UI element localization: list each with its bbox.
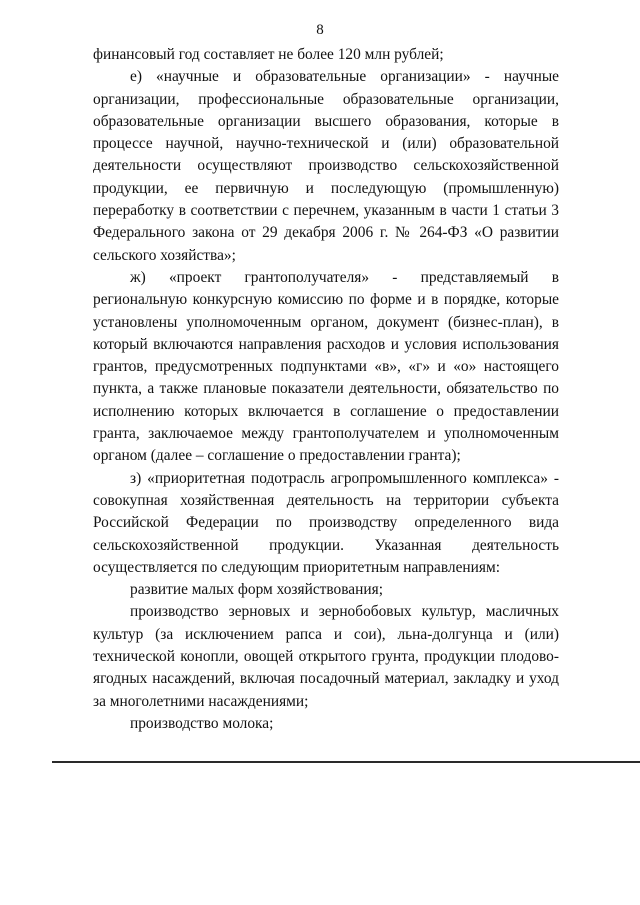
document-body [93,44,559,735]
paragraph-continuation: финансовый год составляет не более 120 млн рублей; [93,46,444,63]
paragraph-direction-milk: производство молока; [130,714,274,732]
paragraph-item-e: е) «научные и образовательные организации» - научные организации, профессиональные образовательные организации, образовательные организации высшего образования, которые в процессе научной, научно-технической и (или) образовательной деятельности осуществляют производство сельскохозяйственной продукции, ее первичную и последующую (промышленную) переработку в соответствии с перечнем, указанным в части 1 статьи 3 Федерального закона от 29 декабря 2006 г. № 264-ФЗ «О развитии сельского хозяйства»; [93,68,559,264]
paragraph-direction-crops: производство зерновых и зернобобовых культур, масличных культур (за исключением рапса и сои), льна-долгунца и (или) технической конопли, овощей открытого грунта, продукции плодово-ягодных насаждений, включая посадочный материал, закладку и уход за многолетними насаждениями; [93,603,559,710]
paragraph-item-z: з) «приоритетная подотрасль агропромышленного комплекса» - совокупная хозяйственная деятельность на территории субъекта Российской Федерации по производству определенного вида сельскохозяйственной продукции. Указанная деятельность осуществляется по следующим приоритетным направлениям: [93,469,559,576]
paragraph-item-zh: ж) «проект грантополучателя» - представляемый в региональную конкурсную комиссию по форме и в порядке, которые установлены уполномоченным органом, документ (бизнес-план), в который включаются направления расходов и условия использования грантов, предусмотренных подпунктами «в», «г» и «о» настоящего пункта, а также плановые показатели деятельности, обязательство по исполнению которых включается в соглашение о предоставлении гранта, заключаемое между грантополучателем и уполномоченным органом (далее – соглашение о предоставлении гранта); [93,268,559,465]
scan-edge-divider [52,761,640,763]
paragraph-direction-small-forms: развитие малых форм хозяйствования; [130,581,383,599]
page-number: 8 [316,22,324,38]
